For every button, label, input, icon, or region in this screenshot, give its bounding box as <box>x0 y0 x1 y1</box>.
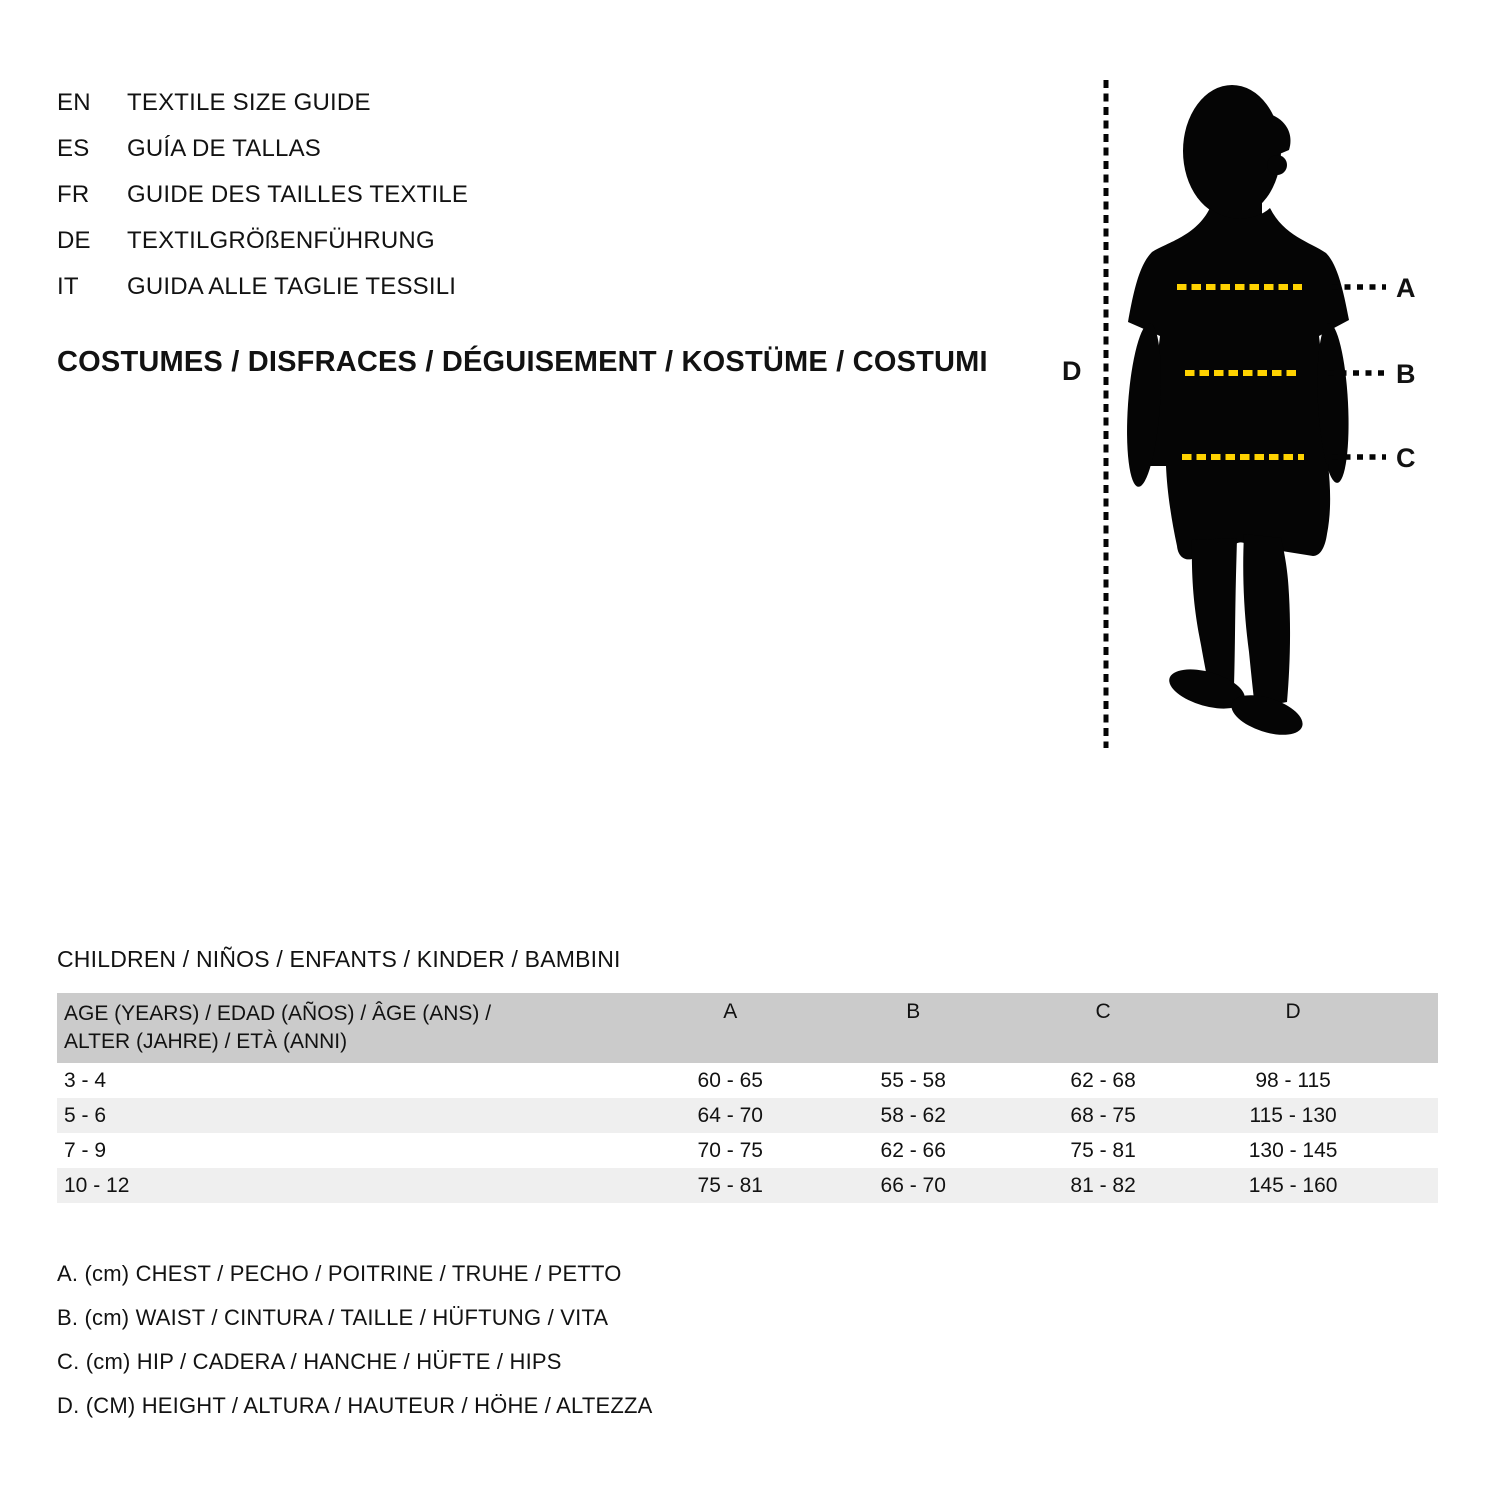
language-code: EN <box>57 89 91 116</box>
legend-chest: A. (cm) CHEST / PECHO / POITRINE / TRUHE / PETTO <box>57 1261 622 1286</box>
category-heading: COSTUMES / DISFRACES / DÉGUISEMENT / KOSTÜME / COSTUMI <box>57 346 988 378</box>
hip-range: 81 - 82 <box>1070 1173 1136 1197</box>
waist-range: 58 - 62 <box>880 1103 946 1127</box>
age-value: 3 - 4 <box>64 1068 107 1092</box>
table-row <box>57 1098 1438 1133</box>
language-list <box>57 80 468 310</box>
ear-shape <box>1267 155 1287 175</box>
age-column-header: AGE (YEARS) / EDAD (AÑOS) / ÂGE (ANS) / ALTER (JAHRE) / ETÀ (ANNI) <box>64 1002 492 1053</box>
hip-range: 75 - 81 <box>1070 1138 1136 1162</box>
language-row-es <box>57 126 468 172</box>
measurement-legend <box>57 1252 653 1428</box>
height-range: 115 - 130 <box>1249 1103 1337 1127</box>
language-row-en <box>57 80 468 126</box>
language-code: FR <box>57 181 90 208</box>
chest-range: 64 - 70 <box>697 1103 763 1127</box>
table-row <box>57 1063 1438 1098</box>
waist-range: 55 - 58 <box>880 1068 946 1092</box>
hip-range: 68 - 75 <box>1070 1103 1136 1127</box>
waist-range: 66 - 70 <box>880 1173 946 1197</box>
child-silhouette-figure <box>1040 60 1460 760</box>
child-silhouette <box>1122 85 1352 743</box>
hip-range: 62 - 68 <box>1070 1068 1136 1092</box>
legend-waist: B. (cm) WAIST / CINTURA / TAILLE / HÜFTUNG / VITA <box>57 1305 609 1330</box>
measurement-diagram <box>1040 60 1460 760</box>
table-row <box>57 1133 1438 1168</box>
language-code: ES <box>57 135 90 162</box>
chest-range: 70 - 75 <box>697 1138 763 1162</box>
language-title: GUIDE DES TAILLES TEXTILE <box>127 181 469 208</box>
column-header-c: C <box>1095 1000 1111 1023</box>
height-range: 145 - 160 <box>1248 1173 1338 1197</box>
table-header-row <box>57 993 1438 1063</box>
language-title: GUÍA DE TALLAS <box>127 135 321 162</box>
chest-range: 75 - 81 <box>697 1173 763 1197</box>
table-row <box>57 1168 1438 1203</box>
size-table <box>57 993 1438 1203</box>
label-a: A <box>1396 273 1416 303</box>
chest-range: 60 - 65 <box>697 1068 763 1092</box>
language-row-it <box>57 264 468 310</box>
section-heading-children: CHILDREN / NIÑOS / ENFANTS / KINDER / BAMBINI <box>57 946 621 972</box>
column-header-d: D <box>1285 1000 1301 1023</box>
label-d: D <box>1062 356 1082 386</box>
language-title: TEXTILGRÖßENFÜHRUNG <box>127 227 435 254</box>
age-value: 7 - 9 <box>64 1138 107 1162</box>
column-header-a: A <box>723 1000 738 1023</box>
language-row-de <box>57 218 468 264</box>
legend-height: D. (CM) HEIGHT / ALTURA / HAUTEUR / HÖHE / ALTEZZA <box>57 1393 653 1418</box>
language-title: TEXTILE SIZE GUIDE <box>127 89 371 116</box>
label-c: C <box>1396 443 1416 473</box>
language-code: IT <box>57 273 79 300</box>
language-row-fr <box>57 172 468 218</box>
language-code: DE <box>57 227 91 254</box>
height-range: 130 - 145 <box>1248 1138 1338 1162</box>
label-b: B <box>1396 359 1416 389</box>
waist-range: 62 - 66 <box>880 1138 946 1162</box>
column-header-b: B <box>906 1000 921 1023</box>
language-title: GUIDA ALLE TAGLIE TESSILI <box>127 273 457 300</box>
age-value: 10 - 12 <box>64 1173 130 1197</box>
legend-hip: C. (cm) HIP / CADERA / HANCHE / HÜFTE / HIPS <box>57 1349 562 1374</box>
height-range: 98 - 115 <box>1255 1068 1331 1092</box>
age-value: 5 - 6 <box>64 1103 107 1127</box>
